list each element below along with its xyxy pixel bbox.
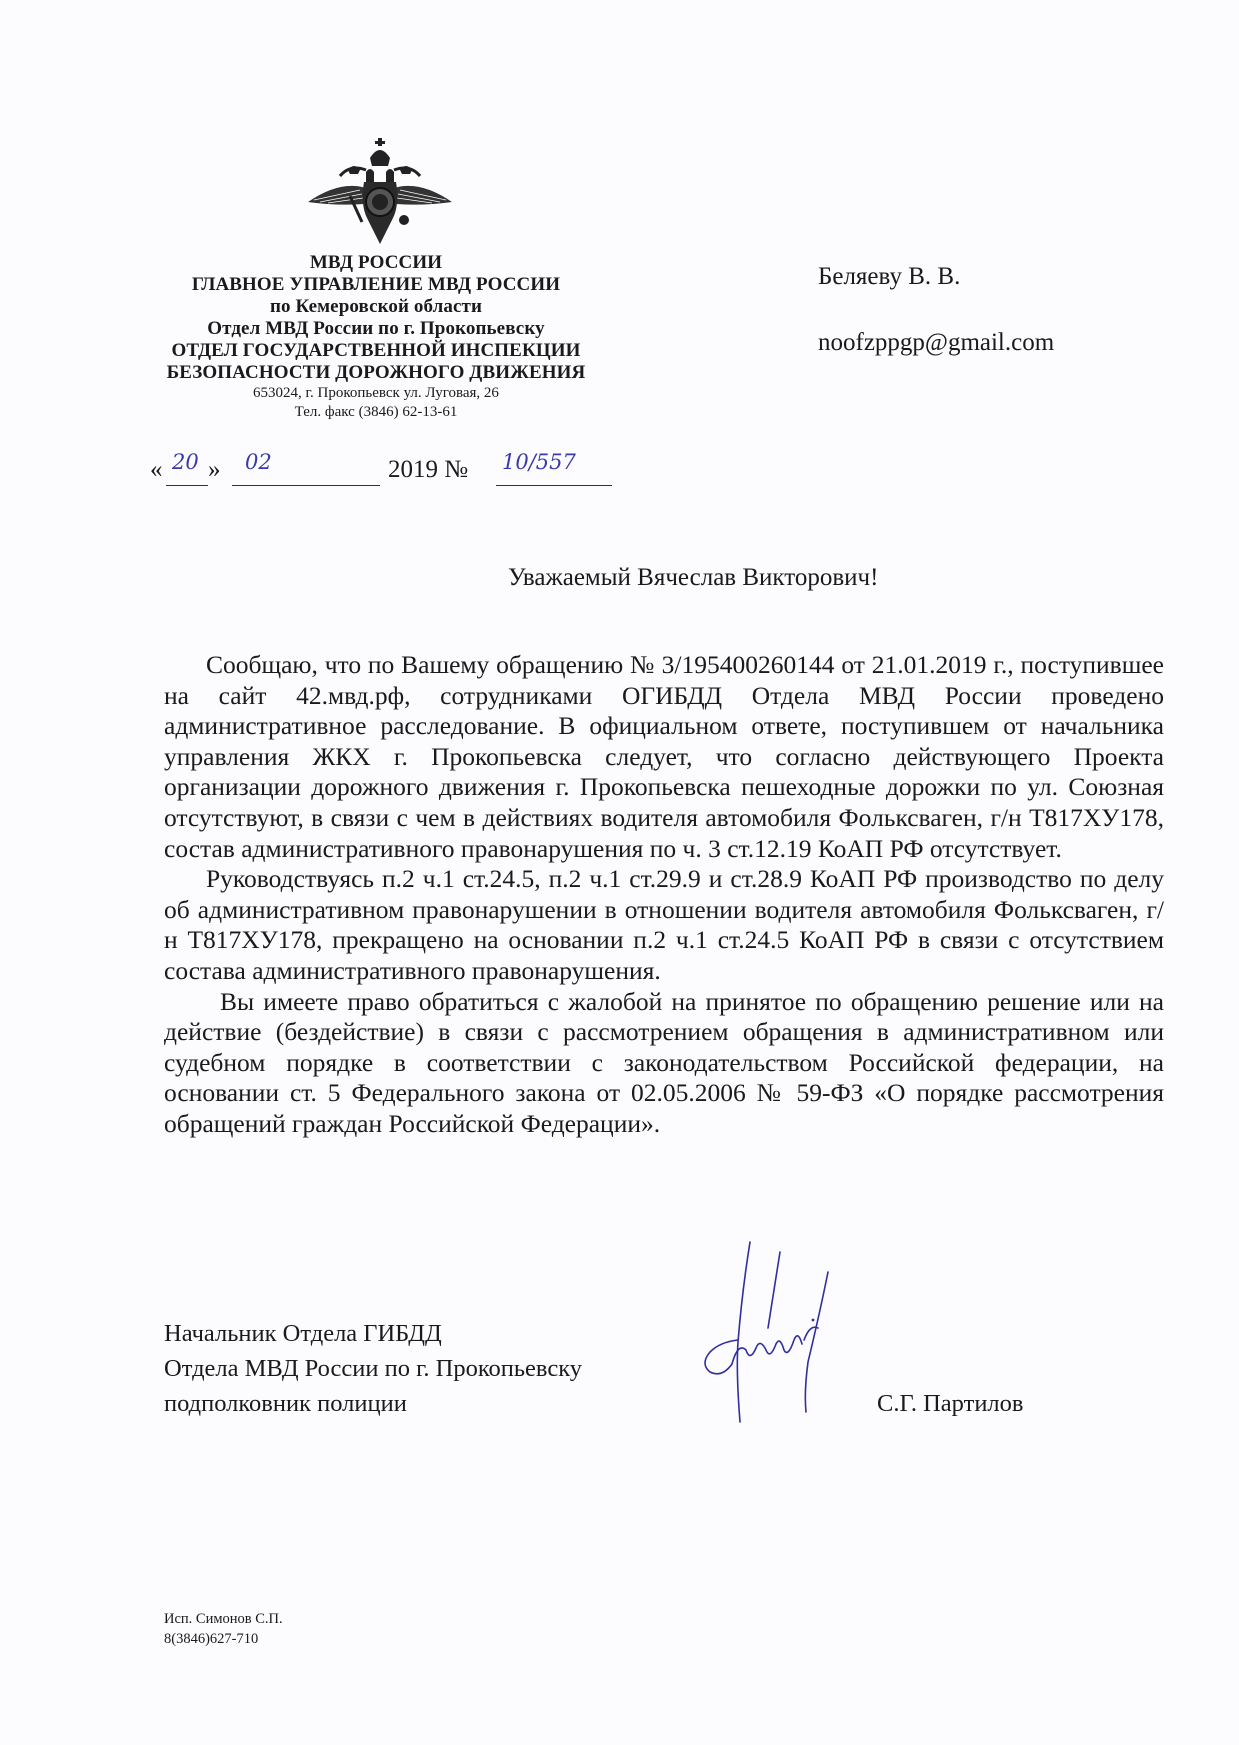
letterhead-line: Отдел МВД России по г. Прокопьевску [207,318,545,339]
salutation: Уважаемый Вячеслав Викторович! [508,564,879,591]
body-paragraph: Руководствуясь п.2 ч.1 ст.24.5, п.2 ч.1 ст.29.9 и ст.28.9 КоАП РФ производство по делу об административном правонарушении в отношении водителя автомобиля Фольксваген, г/н Т817ХУ178, прекращено на основании п.2 ч.1 ст.24.5 КоАП РФ в связи с отсутствием состава административного правонарушения. [164,864,1164,985]
handwritten-number: 10/557 [502,450,576,474]
letterhead-line: ОТДЕЛ ГОСУДАРСТВЕННОЙ ИНСПЕКЦИИ [171,340,581,361]
handwritten-month: 02 [245,450,272,474]
letterhead [150,252,602,422]
letterhead-line: МВД РОССИИ [309,252,443,273]
month-underline [232,485,380,486]
handwritten-signature-icon [680,1232,890,1432]
letter-body [164,650,1164,1140]
letterhead-address: 653024, г. Прокопьевск ул. Луговая, 26 [253,385,499,401]
number-underline [496,485,612,486]
handwritten-day: 20 [172,450,199,474]
addressee-name: Беляеву В. В. [818,263,961,290]
year-and-number-label: 2019 № [388,456,469,483]
mvd-emblem-icon [300,136,460,254]
letterhead-line: по Кемеровской области [269,296,483,317]
signatory-department: Отдела МВД России по г. Прокопьевску [164,1355,583,1382]
letterhead-line: ГЛАВНОЕ УПРАВЛЕНИЕ МВД РОССИИ [191,274,561,295]
day-underline [166,485,208,486]
close-quote: » [208,456,221,483]
signatory-title: Начальник Отдела ГИБДД [164,1320,442,1347]
signatory-rank: подполковник полиции [164,1390,407,1417]
signatory-name: С.Г. Партилов [877,1390,1024,1417]
executor-name: Исп. Симонов С.П. [164,1611,283,1627]
body-paragraph: Сообщаю, что по Вашему обращению № 3/195400260144 от 21.01.2019 г., поступившее на сайт 42.мвд.рф, сотрудниками ОГИБДД Отдела МВД России проведено административное расследование. В официальном ответе, поступившем от начальника управления ЖКХ г. Прокопьевска следует, что согласно действующего Проекта организации дорожного движения г. Прокопьевска пешеходные дорожки по ул. Союзная отсутствуют, в связи с чем в действиях водителя автомобиля Фольксваген, г/н Т817ХУ178, состав административного правонарушения по ч. 3 ст.12.19 КоАП РФ отсутствует. [164,650,1164,863]
letterhead-line: БЕЗОПАСНОСТИ ДОРОЖНОГО ДВИЖЕНИЯ [166,362,586,383]
letterhead-phone: Тел. факс (3846) 62-13-61 [294,404,458,420]
executor-phone: 8(3846)627-710 [164,1631,259,1647]
addressee-email: noofzppgp@gmail.com [818,329,1055,356]
body-paragraph: Вы имеете право обратиться с жалобой на принятое по обращению решение или на действие (бездействие) в связи с рассмотрением обращения в административном или судебном порядке в соответствии с законодательством Российской федерации, на основании ст. 5 Федерального закона от 02.05.2006 № 59-ФЗ «О порядке рассмотрения обращений граждан Российской Федерации». [164,986,1164,1138]
date-number-line [150,452,610,492]
executor-info [164,1609,283,1649]
signature-block [164,1316,582,1421]
open-quote: « [150,456,163,483]
